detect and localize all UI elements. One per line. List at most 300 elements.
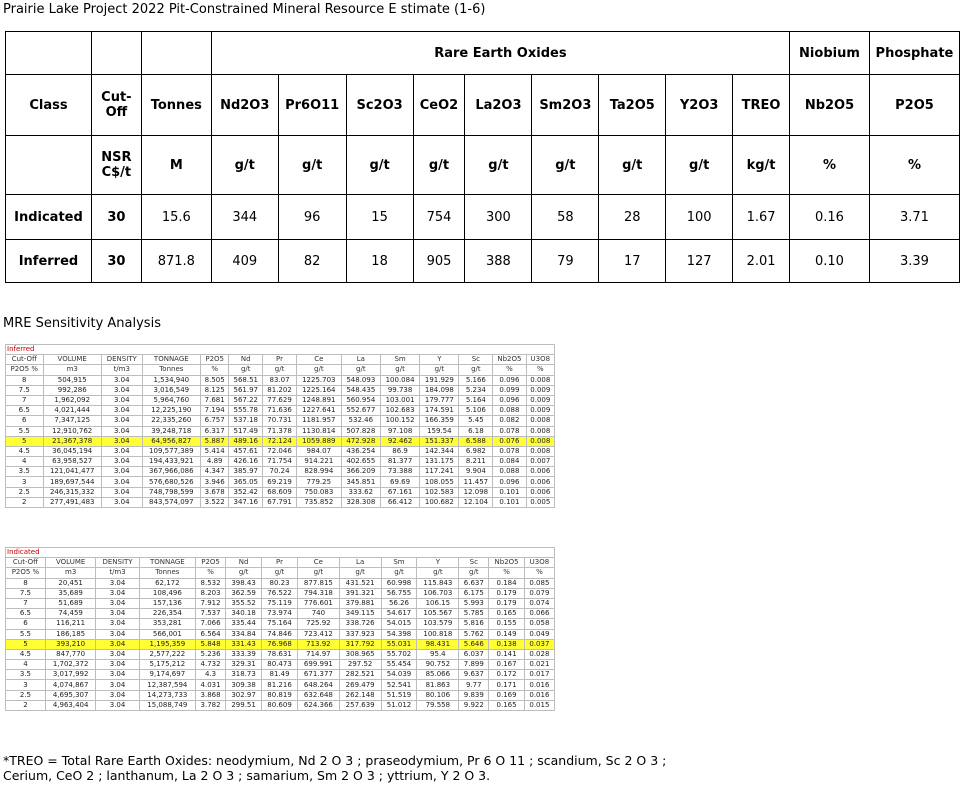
data-cell: 3.71	[869, 195, 959, 240]
column-header: Cut-Off	[6, 558, 46, 568]
data-cell: 6.5	[6, 609, 46, 619]
data-cell: 7.5	[6, 385, 44, 395]
data-cell: 67.161	[380, 487, 419, 497]
data-cell: 699.991	[298, 660, 340, 670]
data-cell: 431.521	[339, 578, 381, 588]
data-cell: 555.78	[229, 406, 263, 416]
table-row	[6, 619, 555, 629]
data-cell: 5.45	[459, 416, 493, 426]
column-header: Sc	[459, 558, 489, 568]
unit-cell: Tonnes	[139, 568, 195, 578]
data-cell: 8.532	[196, 578, 226, 588]
data-cell: 3.04	[101, 395, 142, 405]
data-cell: 0.172	[489, 670, 524, 680]
data-cell: 0.096	[493, 375, 526, 385]
data-cell: 96	[278, 195, 346, 240]
data-cell: 0.167	[489, 660, 524, 670]
table-row	[6, 639, 555, 649]
unit-cell: Tonnes	[142, 365, 200, 375]
data-cell: 12,910,762	[43, 426, 101, 436]
table-row	[6, 436, 555, 446]
data-cell: 576,680,526	[142, 477, 200, 487]
sensitivity-table-inferred	[5, 344, 555, 508]
column-header: Pr6O11	[278, 75, 346, 136]
data-cell: 80.106	[417, 690, 459, 700]
data-cell: 740	[298, 609, 340, 619]
data-cell: 6.637	[459, 578, 489, 588]
data-cell: 106.703	[417, 588, 459, 598]
data-cell: 0.016	[524, 680, 554, 690]
column-header: Nb2O5	[489, 558, 524, 568]
unit-cell: g/t	[339, 568, 381, 578]
data-cell: 3.04	[101, 457, 142, 467]
data-cell: 166.359	[420, 416, 459, 426]
data-cell: 106.15	[417, 598, 459, 608]
data-cell: 0.008	[526, 375, 554, 385]
column-header: Sc	[459, 355, 493, 365]
column-header: DENSITY	[96, 558, 139, 568]
data-cell: 3.04	[101, 477, 142, 487]
document-title: Prairie Lake Project 2022 Pit-Constrained Mineral Resource E stimate (1-6)	[3, 2, 486, 17]
data-cell: 3.678	[201, 487, 229, 497]
data-cell: 3.04	[96, 690, 139, 700]
data-cell: 76.522	[262, 588, 298, 598]
table-row	[6, 477, 555, 487]
unit-cell: g/t	[226, 568, 262, 578]
data-cell: 4,021,444	[43, 406, 101, 416]
data-cell: 0.009	[526, 385, 554, 395]
data-cell: 0.084	[493, 457, 526, 467]
data-cell: 537.18	[229, 416, 263, 426]
data-cell: 4.5	[6, 446, 44, 456]
data-cell: 15.6	[141, 195, 211, 240]
data-cell: 0.165	[489, 609, 524, 619]
data-cell: 335.44	[226, 619, 262, 629]
data-cell: 4,074,867	[45, 680, 96, 690]
unit-cell: m3	[43, 365, 101, 375]
data-cell: 331.43	[226, 639, 262, 649]
column-header: Pr	[262, 558, 298, 568]
data-cell: 18	[346, 240, 413, 283]
data-cell: 17	[599, 240, 666, 283]
data-cell: 86.9	[380, 446, 419, 456]
data-cell: 3.782	[196, 700, 226, 710]
data-cell: 4.031	[196, 680, 226, 690]
data-cell: 3.868	[196, 690, 226, 700]
data-cell: 9.922	[459, 700, 489, 710]
data-cell: 7	[6, 598, 46, 608]
data-cell: 398.43	[226, 578, 262, 588]
data-cell: 39,248,718	[142, 426, 200, 436]
unit-cell: t/m3	[101, 365, 142, 375]
data-cell: 3.04	[96, 639, 139, 649]
data-cell: 648.264	[298, 680, 340, 690]
data-cell: 100.818	[417, 629, 459, 639]
unit-cell: g/t	[532, 136, 599, 195]
data-cell: 877.815	[298, 578, 340, 588]
data-cell: 6.18	[459, 426, 493, 436]
data-cell: 262.148	[339, 690, 381, 700]
table-row	[6, 406, 555, 416]
data-cell: 0.008	[526, 426, 554, 436]
data-cell: 99.738	[380, 385, 419, 395]
column-header: Class	[6, 75, 92, 136]
column-header: Nb2O5	[790, 75, 870, 136]
data-cell: 713.92	[298, 639, 340, 649]
data-cell: 748,798,599	[142, 487, 200, 497]
data-cell: 0.088	[493, 467, 526, 477]
data-cell: 70.24	[263, 467, 297, 477]
data-cell: 7.066	[196, 619, 226, 629]
data-cell: 0.082	[493, 416, 526, 426]
data-cell: 0.085	[524, 578, 554, 588]
data-cell: 0.149	[489, 629, 524, 639]
data-cell: 51.519	[381, 690, 417, 700]
data-cell: 81.202	[263, 385, 297, 395]
data-cell: 671.377	[298, 670, 340, 680]
column-header: Sm	[381, 558, 417, 568]
data-cell: 6.175	[459, 588, 489, 598]
data-cell: 2.5	[6, 487, 44, 497]
data-cell: 735.852	[296, 497, 341, 507]
data-cell: 0.058	[524, 619, 554, 629]
data-cell: 21,367,378	[43, 436, 101, 446]
data-cell: 3.39	[869, 240, 959, 283]
data-cell: 548.093	[341, 375, 380, 385]
data-cell: 5.646	[459, 639, 489, 649]
data-cell: 3	[6, 680, 46, 690]
data-cell: 507.828	[341, 426, 380, 436]
column-header: Pr	[263, 355, 297, 365]
data-cell: 333.62	[341, 487, 380, 497]
data-cell: 100	[666, 195, 733, 240]
unit-cell: g/t	[381, 568, 417, 578]
data-cell: 6.5	[6, 406, 44, 416]
unit-cell: g/t	[296, 365, 341, 375]
data-cell: 5.848	[196, 639, 226, 649]
column-header: Nd	[229, 355, 263, 365]
data-cell: 8	[6, 375, 44, 385]
data-cell: 337.923	[339, 629, 381, 639]
data-cell: 3,016,549	[142, 385, 200, 395]
column-header: Nd	[226, 558, 262, 568]
data-cell: 568.51	[229, 375, 263, 385]
data-cell: 269.479	[339, 680, 381, 690]
unit-cell: P2O5 %	[6, 568, 46, 578]
data-cell: 3.04	[101, 497, 142, 507]
data-cell: 6.982	[459, 446, 493, 456]
column-header: Y	[417, 558, 459, 568]
data-cell: 2.01	[733, 240, 790, 283]
data-cell: 69.69	[380, 477, 419, 487]
data-cell: 55.454	[381, 660, 417, 670]
data-cell: 9.637	[459, 670, 489, 680]
column-header: VOLUME	[45, 558, 96, 568]
data-cell: 116,211	[45, 619, 96, 629]
data-cell: 1130.814	[296, 426, 341, 436]
data-cell: 5.5	[6, 426, 44, 436]
data-cell: 624.366	[298, 700, 340, 710]
data-cell: 7	[6, 395, 44, 405]
data-cell: 308.965	[339, 649, 381, 659]
data-cell: 5.993	[459, 598, 489, 608]
data-cell: 0.079	[524, 588, 554, 598]
data-cell: 80.819	[262, 690, 298, 700]
data-cell: 3.04	[96, 588, 139, 598]
data-cell: 2	[6, 700, 46, 710]
data-cell: 3.522	[201, 497, 229, 507]
data-cell: 0.184	[489, 578, 524, 588]
column-header: Y2O3	[666, 75, 733, 136]
data-cell: 0.101	[493, 487, 526, 497]
unit-cell: g/t	[465, 136, 532, 195]
data-cell: 3.5	[6, 670, 46, 680]
data-cell: 105.567	[417, 609, 459, 619]
data-cell: 905	[413, 240, 465, 283]
data-cell: 71.754	[263, 457, 297, 467]
data-cell: 52.541	[381, 680, 417, 690]
data-cell: 299.51	[226, 700, 262, 710]
data-cell: 257.639	[339, 700, 381, 710]
table-row	[6, 578, 555, 588]
unit-cell: t/m3	[96, 568, 139, 578]
data-cell: 12,387,594	[139, 680, 195, 690]
data-cell: 127	[666, 240, 733, 283]
data-cell: 0.008	[526, 446, 554, 456]
data-cell: 5.106	[459, 406, 493, 416]
data-cell: 548.435	[341, 385, 380, 395]
data-cell: 0.165	[489, 700, 524, 710]
data-cell: 77.629	[263, 395, 297, 405]
data-cell: 871.8	[141, 240, 211, 283]
data-cell: 0.005	[526, 497, 554, 507]
column-header: Cut-Off	[91, 75, 141, 136]
column-header: Nb2O5	[493, 355, 526, 365]
data-cell: 0.017	[524, 670, 554, 680]
unit-cell: g/t	[413, 136, 465, 195]
table-row	[6, 240, 960, 283]
data-cell: 0.179	[489, 588, 524, 598]
data-cell: 3	[6, 477, 44, 487]
data-cell: 309.38	[226, 680, 262, 690]
unit-cell: g/t	[298, 568, 340, 578]
data-cell: 725.92	[298, 619, 340, 629]
data-cell: 0.006	[526, 467, 554, 477]
unit-cell: g/t	[420, 365, 459, 375]
data-cell: 70.731	[263, 416, 297, 426]
data-cell: 794.318	[298, 588, 340, 598]
table-caption: Indicated	[6, 548, 555, 558]
data-cell: 14,273,733	[139, 690, 195, 700]
data-cell: 0.088	[493, 406, 526, 416]
data-cell: 7,347,125	[43, 416, 101, 426]
data-cell: 0.155	[489, 619, 524, 629]
resource-estimate-table	[5, 31, 960, 283]
unit-cell: g/t	[459, 568, 489, 578]
data-cell: 102.683	[380, 406, 419, 416]
data-cell: 54.039	[381, 670, 417, 680]
data-cell: 73.388	[380, 467, 419, 477]
data-cell: 992,286	[43, 385, 101, 395]
data-cell: 15	[346, 195, 413, 240]
data-cell: 344	[211, 195, 278, 240]
table-row	[6, 497, 555, 507]
data-cell: 11.457	[459, 477, 493, 487]
data-cell: 3.04	[101, 467, 142, 477]
data-cell: 1225.164	[296, 385, 341, 395]
data-cell: 71.378	[263, 426, 297, 436]
unit-cell: g/t	[262, 568, 298, 578]
data-cell: 333.39	[226, 649, 262, 659]
data-cell: 0.141	[489, 649, 524, 659]
data-cell: 30	[91, 240, 141, 283]
data-cell: 3.04	[96, 649, 139, 659]
class-label: Inferred	[6, 240, 92, 283]
data-cell: 504,915	[43, 375, 101, 385]
data-cell: 51,689	[45, 598, 96, 608]
data-cell: 6	[6, 619, 46, 629]
data-cell: 7.537	[196, 609, 226, 619]
table-row	[6, 467, 555, 477]
data-cell: 0.078	[493, 446, 526, 456]
data-cell: 7.5	[6, 588, 46, 598]
table-row	[6, 385, 555, 395]
data-cell: 35,689	[45, 588, 96, 598]
column-header: P2O5	[869, 75, 959, 136]
data-cell: 0.008	[526, 436, 554, 446]
unit-cell: g/t	[380, 365, 419, 375]
data-cell: 108,496	[139, 588, 195, 598]
data-cell: 750.083	[296, 487, 341, 497]
data-cell: 1,534,940	[142, 375, 200, 385]
data-cell: 489.16	[229, 436, 263, 446]
data-cell: 4	[6, 457, 44, 467]
data-cell: 3.04	[96, 660, 139, 670]
data-cell: 102.583	[420, 487, 459, 497]
column-header: La	[341, 355, 380, 365]
column-header: P2O5	[196, 558, 226, 568]
data-cell: 28	[599, 195, 666, 240]
table-row	[6, 629, 555, 639]
column-header: TONNAGE	[142, 355, 200, 365]
data-cell: 0.101	[493, 497, 526, 507]
data-cell: 3.04	[96, 619, 139, 629]
data-cell: 302.97	[226, 690, 262, 700]
data-cell: 0.009	[526, 406, 554, 416]
data-cell: 76.968	[262, 639, 298, 649]
unit-cell: g/t	[278, 136, 346, 195]
data-cell: 914.221	[296, 457, 341, 467]
data-cell: 632.648	[298, 690, 340, 700]
data-cell: 36,045,194	[43, 446, 101, 456]
data-cell: 560.954	[341, 395, 380, 405]
data-cell: 0.028	[524, 649, 554, 659]
data-cell: 117.241	[420, 467, 459, 477]
data-cell: 0.006	[526, 477, 554, 487]
data-cell: 4.89	[201, 457, 229, 467]
data-cell: 0.16	[790, 195, 870, 240]
table-row	[6, 680, 555, 690]
data-cell: 436.254	[341, 446, 380, 456]
unit-cell: g/t	[341, 365, 380, 375]
unit-cell: g/t	[666, 136, 733, 195]
data-cell: 2,577,222	[139, 649, 195, 659]
data-cell: 1,962,092	[43, 395, 101, 405]
data-cell: 1.67	[733, 195, 790, 240]
data-cell: 0.076	[493, 436, 526, 446]
column-header: U3O8	[526, 355, 554, 365]
data-cell: 83.07	[263, 375, 297, 385]
data-cell: 103.001	[380, 395, 419, 405]
table-row	[6, 670, 555, 680]
data-cell: 7.912	[196, 598, 226, 608]
column-header: TONNAGE	[139, 558, 195, 568]
sensitivity-title: MRE Sensitivity Analysis	[3, 316, 161, 331]
data-cell: 0.049	[524, 629, 554, 639]
data-cell: 353,281	[139, 619, 195, 629]
table-caption: Inferred	[6, 345, 555, 355]
data-cell: 68.609	[263, 487, 297, 497]
data-cell: 80.23	[262, 578, 298, 588]
data-cell: 0.078	[493, 426, 526, 436]
data-cell: 7.194	[201, 406, 229, 416]
data-cell: 0.096	[493, 477, 526, 487]
data-cell: 54.617	[381, 609, 417, 619]
data-cell: 5,175,212	[139, 660, 195, 670]
data-cell: 30	[91, 195, 141, 240]
data-cell: 4.347	[201, 467, 229, 477]
column-header: P2O5	[201, 355, 229, 365]
data-cell: 64,956,827	[142, 436, 200, 446]
data-cell: 9,174,697	[139, 670, 195, 680]
table-row	[6, 457, 555, 467]
data-cell: 552.677	[341, 406, 380, 416]
data-cell: 8.125	[201, 385, 229, 395]
data-cell: 0.074	[524, 598, 554, 608]
data-cell: 3.5	[6, 467, 44, 477]
data-cell: 385.97	[229, 467, 263, 477]
column-header: Ce	[296, 355, 341, 365]
group-header-niobium: Niobium	[790, 32, 870, 75]
data-cell: 6.564	[196, 629, 226, 639]
unit-cell: %	[524, 568, 554, 578]
table-row	[6, 375, 555, 385]
data-cell: 561.97	[229, 385, 263, 395]
data-cell: 55.702	[381, 649, 417, 659]
column-header: Ta2O5	[599, 75, 666, 136]
data-cell: 367,966,086	[142, 467, 200, 477]
data-cell: 3.04	[96, 680, 139, 690]
data-cell: 1225.703	[296, 375, 341, 385]
data-cell: 71.636	[263, 406, 297, 416]
table-row	[6, 588, 555, 598]
data-cell: 22,335,260	[142, 416, 200, 426]
data-cell: 472.928	[341, 436, 380, 446]
data-cell: 7.681	[201, 395, 229, 405]
data-cell: 2.5	[6, 690, 46, 700]
data-cell: 56.26	[381, 598, 417, 608]
data-cell: 73.974	[262, 609, 298, 619]
data-cell: 352.42	[229, 487, 263, 497]
data-cell: 329.31	[226, 660, 262, 670]
data-cell: 157,136	[139, 598, 195, 608]
data-cell: 186,185	[45, 629, 96, 639]
data-cell: 67.791	[263, 497, 297, 507]
data-cell: 1,702,372	[45, 660, 96, 670]
data-cell: 984.07	[296, 446, 341, 456]
data-cell: 0.007	[526, 457, 554, 467]
data-cell: 6.037	[459, 649, 489, 659]
